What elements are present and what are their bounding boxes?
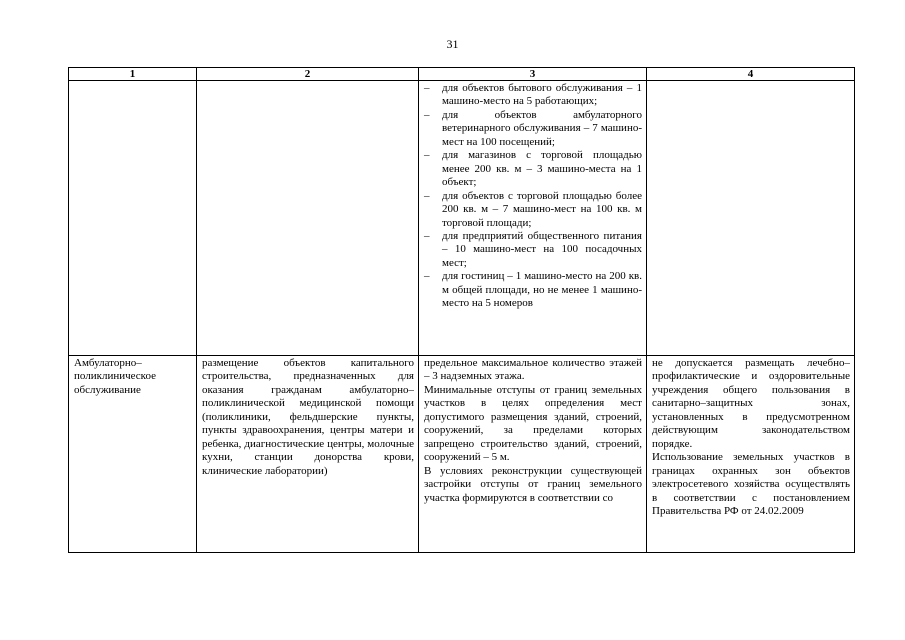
paragraph: В условиях реконструкции существующей застройки отступы от границ земельного участка формируются в соответствии со [424, 464, 642, 504]
list-item [424, 270, 642, 310]
list-item [424, 149, 642, 189]
dash-marker: – [424, 82, 430, 94]
list-item [424, 190, 642, 230]
header-cell-4: 4 [647, 68, 855, 81]
header-cell-3: 3 [419, 68, 647, 81]
paragraph: предельное максимальное количество этажей – 3 надземных этажа. [424, 357, 642, 383]
header-cell-1: 1 [69, 68, 197, 81]
dash-marker: – [424, 270, 430, 283]
row1-col2 [197, 81, 419, 356]
row1-col1 [69, 81, 197, 356]
list-item-text: для гостиниц – 1 машино-место на 200 кв. м общей площади, но не менее 1 машино-место на 5 номеров [442, 270, 642, 310]
list-item-text: для объектов с торговой площадью более 200 кв. м – 7 машино-мест на 100 кв. м торговой площади; [442, 189, 642, 229]
row1-col3 [419, 81, 647, 356]
list-item-text: для предприятий общественного питания – 10 машино-мест на 100 посадочных мест; [442, 229, 642, 269]
dash-marker: – [424, 149, 430, 162]
page-number: 31 [446, 37, 459, 51]
list-item [424, 82, 642, 109]
paragraph: не допускается размещать лечебно–профилактические и оздоровительные учреждения общего пользования в санитарно–защитных зонах, установленных в предусмотренном действующим законодательством порядке. [652, 357, 850, 450]
use-type-name: Амбулаторно–поликлиническое обслуживание [74, 357, 156, 396]
use-description: размещение объектов капитального строительства, предназначенных для оказания гражданам амбулаторно–поликлинической медицинской помощи (поликлиники, фельдшерские пункты, пункты здравоохранения, центры матери и ребенка, диагностические центры, молочные кухни, станции донорства крови, клинические лаборатории) [202, 357, 414, 477]
list-item-text: для объектов амбулаторного ветеринарного обслуживания – 7 машино-мест на 100 посещений; [442, 108, 642, 148]
row2-col2 [197, 356, 419, 553]
zoning-table [68, 67, 855, 553]
row2-col4 [647, 356, 855, 553]
paragraph: Использование земельных участков в границах охранных зон объектов электросетевого хозяйства осуществлять в соответствии с постановлением Правительства РФ от 24.02.2009 [652, 451, 850, 517]
row2-col1 [69, 356, 197, 553]
header-cell-2: 2 [197, 68, 419, 81]
table-row [69, 356, 855, 553]
list-item [424, 109, 642, 149]
row2-col3 [419, 356, 647, 553]
paragraph: Минимальные отступы от границ земельных участков в целях определения мест допустимого размещения зданий, строений, сооружений, за пределами которых запрещено строительство зданий, строений, сооружений – 5 м. [424, 383, 642, 464]
header-row [69, 68, 855, 81]
dash-marker: – [424, 229, 430, 242]
table-row [69, 81, 855, 356]
list-item-text: для объектов бытового обслуживания – 1 машино-место на 5 работающих; [442, 82, 642, 108]
dash-marker: – [424, 189, 430, 202]
list-item [424, 230, 642, 270]
dash-marker: – [424, 108, 430, 121]
list-item-text: для магазинов с торговой площадью менее 200 кв. м – 3 машино-места на 1 объект; [442, 149, 642, 189]
row1-col4 [647, 81, 855, 356]
